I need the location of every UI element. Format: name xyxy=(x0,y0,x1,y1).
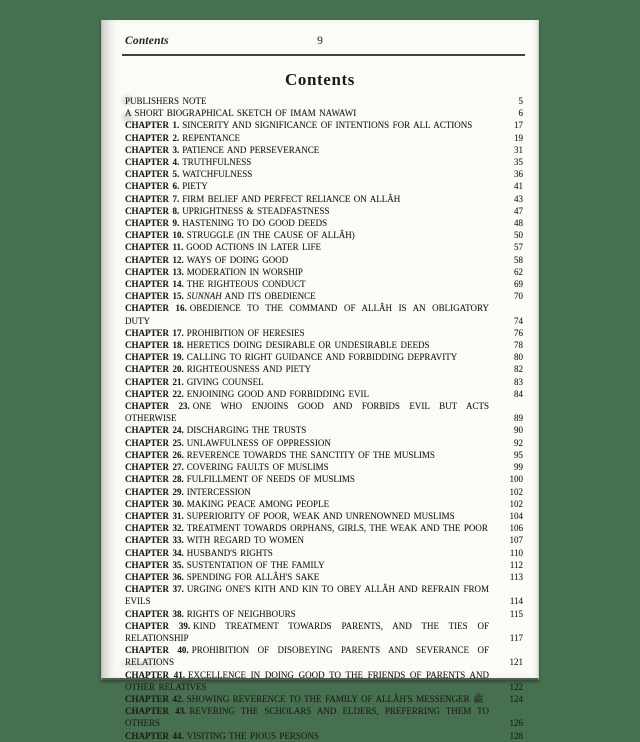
toc-entry-chapter-label: CHAPTER 27. xyxy=(125,462,184,473)
toc-entry-page-number: 110 xyxy=(509,547,523,558)
toc-entry-text xyxy=(125,461,497,473)
toc-entry-title: WATCHFULNESS xyxy=(182,169,253,180)
toc-entry-title: GIVING COUNSEL xyxy=(186,376,264,387)
toc-entry-text xyxy=(125,522,497,534)
toc-entry-chapter-label: CHAPTER 1. xyxy=(125,120,180,131)
toc-entry-page-number: 113 xyxy=(509,571,523,582)
toc-entry-title: WITH REGARD TO WOMEN xyxy=(186,535,305,546)
toc-entry-text xyxy=(125,547,497,559)
toc-entry-page-number: 122 xyxy=(509,681,523,692)
page-number: 9 xyxy=(317,35,323,47)
toc-entry-text xyxy=(125,498,497,510)
toc-entry-page-number: 126 xyxy=(509,718,523,729)
toc-entry-title: TREATMENT TOWARDS ORPHANS, GIRLS, THE WEAK AND THE POOR xyxy=(186,523,488,534)
toc-entry-chapter-label: CHAPTER 4. xyxy=(125,157,180,168)
toc-entry-chapter-label: CHAPTER 36. xyxy=(125,571,184,582)
toc-entry-chapter-label: CHAPTER 24. xyxy=(125,425,184,436)
toc-entry-text xyxy=(125,608,497,620)
toc-entry xyxy=(125,156,523,168)
toc-entry-title: TRUTHFULNESS xyxy=(182,157,252,168)
toc-entry xyxy=(125,583,523,607)
toc-entry-title: UPRIGHTNESS & STEADFASTNESS xyxy=(182,205,330,216)
toc-entry-title: DISCHARGING THE TRUSTS xyxy=(186,425,307,436)
table-of-contents xyxy=(125,95,523,742)
toc-entry-chapter-label: CHAPTER 21. xyxy=(125,376,184,387)
toc-entry-page-number: 102 xyxy=(509,498,523,509)
toc-entry-text xyxy=(125,278,497,290)
toc-entry-chapter-label: CHAPTER 8. xyxy=(125,205,180,216)
toc-entry-text xyxy=(125,254,497,266)
toc-entry-chapter-label: CHAPTER 34. xyxy=(125,547,184,558)
toc-entry xyxy=(125,424,523,436)
toc-entry-page-number: 99 xyxy=(514,462,523,473)
toc-entry-page-number: 17 xyxy=(514,120,523,131)
toc-entry-title: REPENTANCE xyxy=(182,132,240,143)
toc-entry-text xyxy=(125,193,497,205)
toc-entry xyxy=(125,278,523,290)
toc-entry xyxy=(125,437,523,449)
toc-entry-title: ENJOINING GOOD AND FORBIDDING EVIL xyxy=(186,388,369,399)
toc-entry-title: SPENDING FOR ALLÂH'S SAKE xyxy=(186,571,320,582)
toc-entry-chapter-label: CHAPTER 37. xyxy=(125,584,184,595)
toc-entry-chapter-label: CHAPTER 15. xyxy=(125,291,184,302)
toc-entry xyxy=(125,449,523,461)
toc-entry-text xyxy=(125,241,497,253)
toc-entry-page-number: 47 xyxy=(514,205,523,216)
toc-entry xyxy=(125,266,523,278)
toc-entry-chapter-label: CHAPTER 12. xyxy=(125,254,184,265)
toc-entry xyxy=(125,400,523,424)
toc-entry xyxy=(125,205,523,217)
toc-entry xyxy=(125,217,523,229)
toc-entry-text xyxy=(125,290,497,302)
toc-entry-page-number: 19 xyxy=(514,132,523,143)
toc-entry-text xyxy=(125,95,497,107)
toc-entry-title: SHOWING REVERENCE TO THE FAMILY OF ALLÂH'S MESSENGER ﷺ xyxy=(186,693,484,704)
toc-entry-text xyxy=(125,107,497,119)
toc-entry-chapter-label: CHAPTER 35. xyxy=(125,559,184,570)
toc-entry-text xyxy=(125,205,497,217)
toc-entry-text xyxy=(125,229,497,241)
toc-entry-title: CALLING TO RIGHT GUIDANCE AND FORBIDDING DEPRAVITY xyxy=(186,352,458,363)
toc-entry-text xyxy=(125,620,497,644)
toc-entry xyxy=(125,461,523,473)
toc-entry-text xyxy=(125,705,497,729)
toc-entry-text xyxy=(125,156,497,168)
toc-entry-title: FIRM BELIEF AND PERFECT RELIANCE ON ALLÂH xyxy=(182,193,401,204)
toc-entry-chapter-label: CHAPTER 43. xyxy=(125,706,187,717)
toc-entry-chapter-label: CHAPTER 3. xyxy=(125,144,180,155)
toc-entry-page-number: 92 xyxy=(514,437,523,448)
toc-entry-chapter-label: CHAPTER 7. xyxy=(125,193,180,204)
toc-entry-title: HERETICS DOING DESIRABLE OR UNDESIRABLE DEEDS xyxy=(186,340,430,351)
toc-entry-text xyxy=(125,449,497,461)
toc-entry xyxy=(125,376,523,388)
toc-entry xyxy=(125,486,523,498)
toc-entry-text xyxy=(125,583,497,607)
toc-entry-page-number: 90 xyxy=(514,425,523,436)
toc-entry-chapter-label: CHAPTER 23. xyxy=(125,401,190,412)
toc-entry-page-number: 82 xyxy=(514,364,523,375)
toc-entry-chapter-label: CHAPTER 26. xyxy=(125,449,184,460)
toc-entry-chapter-label: CHAPTER 40. xyxy=(125,645,189,656)
toc-entry-chapter-label: CHAPTER 5. xyxy=(125,169,180,180)
toc-entry-title: SUSTENTATION OF THE FAMILY xyxy=(186,559,325,570)
toc-entry xyxy=(125,168,523,180)
toc-entry-chapter-label: CHAPTER 2. xyxy=(125,132,180,143)
toc-entry-page-number: 48 xyxy=(514,218,523,229)
toc-entry xyxy=(125,620,523,644)
toc-entry-title: THE RIGHTEOUS CONDUCT xyxy=(186,279,306,290)
toc-entry-chapter-label: CHAPTER 18. xyxy=(125,340,184,351)
toc-entry-text xyxy=(125,376,497,388)
toc-entry-text xyxy=(125,119,497,131)
toc-entry-title: COVERING FAULTS OF MUSLIMS xyxy=(186,462,329,473)
toc-entry-chapter-label: CHAPTER 11. xyxy=(125,242,184,253)
toc-entry-title: STRUGGLE (IN THE CAUSE OF ALLÂH) xyxy=(186,230,355,241)
toc-entry-text xyxy=(125,388,497,400)
toc-entry-title: OBEDIENCE TO THE COMMAND OF ALLÂH IS AN OBLIGATORY DUTY xyxy=(125,303,489,326)
toc-entry xyxy=(125,559,523,571)
toc-entry-page-number: 83 xyxy=(514,376,523,387)
toc-entry-chapter-label: CHAPTER 41. xyxy=(125,669,185,680)
toc-entry-page-number: 104 xyxy=(509,510,523,521)
toc-entry-text xyxy=(125,217,497,229)
toc-entry xyxy=(125,534,523,546)
toc-entry-title: SUPERIORITY OF POOR, WEAK AND UNRENOWNED MUSLIMS xyxy=(186,510,455,521)
toc-entry xyxy=(125,327,523,339)
toc-entry-text xyxy=(125,486,497,498)
toc-entry-text xyxy=(125,559,497,571)
toc-entry xyxy=(125,608,523,620)
toc-entry-chapter-label: CHAPTER 29. xyxy=(125,486,184,497)
toc-entry xyxy=(125,363,523,375)
toc-entry-chapter-label: CHAPTER 17. xyxy=(125,327,184,338)
toc-entry xyxy=(125,388,523,400)
toc-entry-chapter-label: CHAPTER 39. xyxy=(125,620,191,631)
toc-entry xyxy=(125,180,523,192)
toc-entry xyxy=(125,510,523,522)
toc-entry-page-number: 78 xyxy=(514,340,523,351)
toc-entry-text xyxy=(125,693,497,705)
toc-entry-text xyxy=(125,534,497,546)
toc-entry-chapter-label: CHAPTER 38. xyxy=(125,608,184,619)
toc-entry-page-number: 62 xyxy=(514,266,523,277)
toc-entry-text xyxy=(125,132,497,144)
toc-entry-page-number: 5 xyxy=(518,96,523,106)
toc-entry-page-number: 95 xyxy=(514,449,523,460)
toc-entry-page-number: 50 xyxy=(514,230,523,241)
toc-entry xyxy=(125,351,523,363)
toc-entry-page-number: 107 xyxy=(509,535,523,546)
toc-entry-title: PROHIBITION OF HERESIES xyxy=(186,327,305,338)
toc-entry-text xyxy=(125,302,497,326)
toc-entry-page-number: 112 xyxy=(509,559,523,570)
toc-entry-title: VISITING THE PIOUS PERSONS xyxy=(186,730,319,741)
toc-entry xyxy=(125,473,523,485)
toc-entry-chapter-label: CHAPTER 9. xyxy=(125,218,180,229)
toc-entry-page-number: 41 xyxy=(514,181,523,192)
toc-entry-page-number: 106 xyxy=(509,523,523,534)
toc-entry-chapter-label: CHAPTER 20. xyxy=(125,364,184,375)
toc-entry-title: URGING ONE'S KITH AND KIN TO OBEY ALLÂH AND REFRAIN FROM EVILS xyxy=(125,584,490,607)
running-header-title: Contents xyxy=(125,35,169,47)
toc-entry-page-number: 35 xyxy=(514,157,523,168)
toc-entry xyxy=(125,302,523,326)
toc-entry-title: GOOD ACTIONS IN LATER LIFE xyxy=(186,242,322,253)
toc-entry-chapter-label: CHAPTER 25. xyxy=(125,437,184,448)
page-title: Contents xyxy=(285,70,355,89)
toc-entry-page-number: 70 xyxy=(514,291,523,302)
toc-entry-chapter-label: CHAPTER 28. xyxy=(125,474,184,485)
toc-entry-chapter-label: CHAPTER 16. xyxy=(125,303,187,314)
toc-entry-chapter-label: CHAPTER 30. xyxy=(125,498,184,509)
toc-entry-chapter-label: CHAPTER 10. xyxy=(125,230,184,241)
toc-entry-chapter-label: CHAPTER 33. xyxy=(125,535,184,546)
toc-entry-page-number: 84 xyxy=(514,388,523,399)
toc-entry-page-number: 58 xyxy=(514,254,523,265)
toc-entry xyxy=(125,339,523,351)
toc-entry xyxy=(125,730,523,742)
toc-entry-chapter-label: CHAPTER 22. xyxy=(125,388,184,399)
toc-entry-page-number: 31 xyxy=(514,144,523,155)
toc-entry xyxy=(125,498,523,510)
toc-entry-title: SINCERITY AND SIGNIFICANCE OF INTENTIONS FOR ALL ACTIONS xyxy=(182,120,473,131)
toc-entry-text xyxy=(125,437,497,449)
toc-entry-title: WAYS OF DOING GOOD xyxy=(186,254,289,265)
toc-entry-page-number: 124 xyxy=(509,693,523,704)
toc-entry-text xyxy=(125,363,497,375)
toc-entry xyxy=(125,132,523,144)
toc-entry-title: A SHORT BIOGRAPHICAL SKETCH OF IMAM NAWAWI xyxy=(125,108,357,119)
toc-entry-text xyxy=(125,571,497,583)
toc-entry-title: SUNNAH AND ITS OBEDIENCE xyxy=(186,291,316,302)
toc-entry-title: KIND TREATMENT TOWARDS PARENTS, AND THE TIES OF RELATIONSHIP xyxy=(125,620,489,643)
toc-entry-text xyxy=(125,400,497,424)
toc-entry-page-number: 69 xyxy=(514,279,523,290)
toc-entry-title: UNLAWFULNESS OF OPPRESSION xyxy=(186,437,331,448)
toc-entry-title: PATIENCE AND PERSEVERANCE xyxy=(182,144,320,155)
toc-entry-chapter-label: CHAPTER 31. xyxy=(125,510,184,521)
toc-entry-text xyxy=(125,266,497,278)
toc-entry-chapter-label: CHAPTER 19. xyxy=(125,352,184,363)
toc-entry xyxy=(125,693,523,705)
toc-entry-text xyxy=(125,510,497,522)
toc-entry xyxy=(125,644,523,668)
toc-entry xyxy=(125,144,523,156)
toc-entry-text xyxy=(125,339,497,351)
toc-entry-chapter-label: CHAPTER 42. xyxy=(125,693,184,704)
toc-entry xyxy=(125,241,523,253)
toc-entry-title: PIETY xyxy=(182,181,208,192)
toc-entry-page-number: 80 xyxy=(514,352,523,363)
toc-entry-chapter-label: CHAPTER 14. xyxy=(125,279,184,290)
toc-entry xyxy=(125,669,523,693)
toc-entry-title: MODERATION IN WORSHIP xyxy=(186,266,303,277)
toc-entry-page-number: 6 xyxy=(518,108,523,119)
toc-entry-title: REVERENCE TOWARDS THE SANCTITY OF THE MUSLIMS xyxy=(186,449,435,460)
toc-entry-page-number: 117 xyxy=(509,632,523,643)
toc-entry xyxy=(125,95,523,107)
toc-entry xyxy=(125,290,523,302)
toc-entry-title: HUSBAND'S RIGHTS xyxy=(186,547,273,558)
toc-entry-text xyxy=(125,327,497,339)
toc-entry-text xyxy=(125,730,497,742)
toc-entry-page-number: 100 xyxy=(509,474,523,485)
toc-entry-page-number: 36 xyxy=(514,169,523,180)
toc-entry xyxy=(125,522,523,534)
toc-entry-title: INTERCESSION xyxy=(186,486,251,497)
toc-entry-title: ONE WHO ENJOINS GOOD AND FORBIDS EVIL BUT ACTS OTHERWISE xyxy=(125,401,489,424)
toc-entry-text xyxy=(125,168,497,180)
book-page xyxy=(101,20,539,741)
toc-entry-text xyxy=(125,669,497,693)
toc-entry xyxy=(125,547,523,559)
toc-entry-page-number: 43 xyxy=(514,193,523,204)
toc-entry xyxy=(125,193,523,205)
toc-entry-chapter-label: CHAPTER 44. xyxy=(125,730,184,741)
toc-entry-title: EXCELLENCE IN DOING GOOD TO THE FRIENDS OF PARENTS AND OTHER RELATIVES xyxy=(125,669,490,692)
toc-entry-chapter-label: CHAPTER 32. xyxy=(125,523,184,534)
toc-entry-text xyxy=(125,424,497,436)
toc-entry-page-number: 76 xyxy=(514,327,523,338)
toc-entry-title: MAKING PEACE AMONG PEOPLE xyxy=(186,498,330,509)
toc-entry-title: HASTENING TO DO GOOD DEEDS xyxy=(182,218,328,229)
toc-entry-text xyxy=(125,473,497,485)
toc-entry-title: RIGHTEOUSNESS AND PIETY xyxy=(186,364,312,375)
toc-entry xyxy=(125,254,523,266)
toc-entry xyxy=(125,571,523,583)
toc-entry-page-number: 57 xyxy=(514,242,523,253)
toc-entry xyxy=(125,107,523,119)
toc-entry xyxy=(125,229,523,241)
running-header xyxy=(102,35,538,53)
toc-entry xyxy=(125,119,523,131)
toc-entry-text xyxy=(125,644,497,668)
toc-entry xyxy=(125,705,523,729)
toc-entry-title: REVERING THE SCHOLARS AND ELDERS, PREFERRING THEM TO OTHERS xyxy=(125,706,490,729)
toc-entry-page-number: 121 xyxy=(509,657,523,668)
toc-entry-text xyxy=(125,180,497,192)
toc-entry-chapter-label: CHAPTER 6. xyxy=(125,181,180,192)
toc-entry-page-number: 115 xyxy=(509,608,523,619)
toc-entry-title: RIGHTS OF NEIGHBOURS xyxy=(186,608,296,619)
toc-entry-title: FULFILLMENT OF NEEDS OF MUSLIMS xyxy=(186,474,355,485)
toc-entry-text xyxy=(125,351,497,363)
toc-entry-page-number: 128 xyxy=(509,730,523,741)
header-rule xyxy=(122,54,525,56)
toc-entry-title: PUBLISHERS NOTE xyxy=(125,96,207,106)
toc-entry-page-number: 114 xyxy=(509,596,523,607)
toc-entry-page-number: 89 xyxy=(514,413,523,424)
toc-entry-title: PROHIBITION OF DISOBEYING PARENTS AND SEVERANCE OF RELATIONS xyxy=(125,645,489,668)
toc-entry-chapter-label: CHAPTER 13. xyxy=(125,266,184,277)
toc-entry-page-number: 74 xyxy=(514,315,523,326)
toc-entry-text xyxy=(125,144,497,156)
toc-entry-page-number: 102 xyxy=(509,486,523,497)
